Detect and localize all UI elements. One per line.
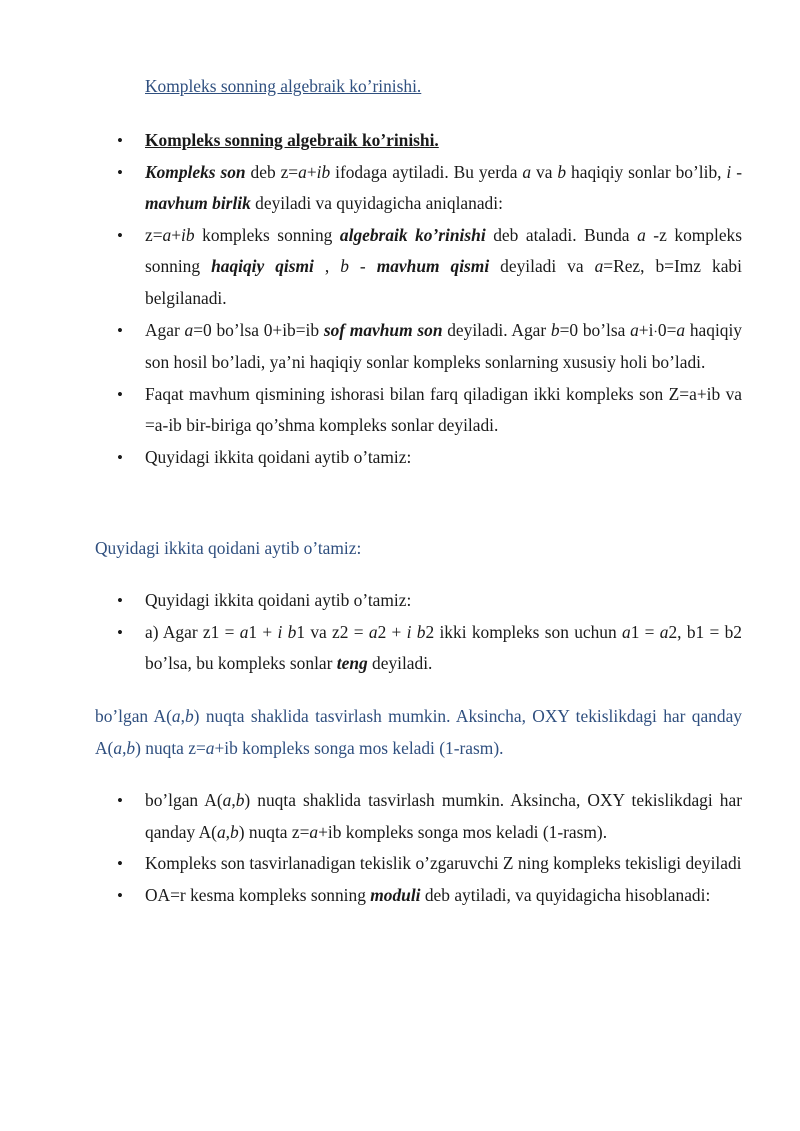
var: a	[522, 161, 532, 182]
list-item	[145, 315, 742, 379]
list-item	[145, 617, 742, 680]
list-item	[145, 125, 742, 157]
text: ifodaga aytiladi. Bu yerda	[330, 161, 523, 182]
text: ,	[231, 790, 236, 810]
var: a	[239, 621, 249, 642]
text: haqiqiy son hosil bo’ladi, ya’ni haqiqiy sonlar kompleks sonlarning xususiy holi bo’ladi.	[145, 319, 742, 373]
var: b	[557, 161, 567, 182]
var: a	[216, 821, 226, 842]
text: 1 =	[630, 621, 660, 642]
text: 2, b1 = b2 bo’lsa, bu kompleks sonlar	[145, 621, 742, 674]
text: -	[731, 161, 742, 182]
text: 1 +	[248, 621, 278, 642]
var: b	[126, 737, 136, 758]
bullet-list-2	[145, 585, 742, 680]
section-heading: Quyidagi ikkita qoidani aytib o’tamiz:	[95, 538, 362, 558]
text: +	[306, 161, 317, 182]
list-item	[145, 848, 742, 880]
text: 1 va z2 =	[296, 621, 369, 642]
var: a	[637, 224, 646, 245]
var: b	[550, 319, 560, 340]
var: a	[621, 621, 631, 642]
text: 2 +	[377, 621, 407, 642]
paragraph	[95, 701, 742, 764]
text: ) nuqta z=	[135, 737, 206, 758]
term: sof mavhum son	[323, 319, 443, 340]
list-item	[145, 785, 742, 848]
var: a	[659, 621, 669, 642]
var: b	[230, 821, 239, 842]
text: a) Agar z1 =	[145, 621, 240, 642]
text: =0 bo’lsa	[559, 319, 631, 340]
list-item	[145, 585, 742, 617]
text: +ib kompleks songa mos keladi (1-rasm).	[318, 821, 608, 842]
text: Faqat mavhum qismining ishorasi bilan farq qiladigan ikki kompleks son Z=a+ib va =a-ib bir-biriga qo’shma kompleks sonlar deyiladi.	[145, 383, 742, 436]
var: b	[235, 790, 245, 810]
term: haqiqiy qismi	[211, 256, 314, 277]
text: ,	[225, 821, 231, 842]
text: OA=r kesma kompleks sonning	[145, 884, 371, 905]
text: ) nuqta z=	[238, 821, 310, 842]
list-item	[145, 880, 742, 912]
var: ib	[181, 224, 195, 245]
var: a	[205, 737, 215, 758]
text: +i	[638, 319, 654, 340]
bullet-list-3	[145, 785, 742, 911]
text: haqiqiy sonlar bo’lib,	[566, 161, 727, 182]
var: a	[113, 737, 123, 758]
var: a	[171, 706, 181, 726]
var: a	[630, 319, 639, 340]
text: =0 bo’lsa 0+ib=ib	[193, 319, 324, 340]
text: bo’lgan A(	[95, 706, 172, 726]
list-item	[145, 220, 742, 315]
bullet-list-1	[145, 125, 742, 474]
text: Quyidagi ikkita qoidani aytib o’tamiz:	[145, 590, 412, 610]
var: a	[676, 319, 686, 340]
var: a	[594, 256, 604, 277]
term: Kompleks son	[145, 161, 246, 182]
text: deb ataladi. Bunda	[485, 224, 638, 245]
text: bo’lgan A(	[145, 790, 223, 810]
var: a	[309, 821, 319, 842]
list-item	[145, 157, 742, 220]
text: ,	[313, 256, 341, 277]
term: mavhum qismi	[376, 256, 490, 277]
text: -z kompleks sonning	[145, 224, 742, 277]
var: i	[726, 161, 732, 182]
text: Agar	[145, 319, 185, 340]
text: ) nuqta shaklida tasvirlash mumkin. Aksincha, OXY tekislikdagi har qanday A(	[95, 706, 742, 758]
text: deyiladi.	[367, 653, 433, 674]
text: =Rez, b=Imz kabi belgilanadi.	[145, 256, 742, 308]
term: mavhum birlik	[145, 193, 251, 214]
dot-operator: ⋅	[653, 323, 658, 339]
text: va	[531, 161, 558, 182]
var: a	[222, 790, 232, 810]
text: -	[348, 256, 377, 277]
text: deb aytiladi, va quyidagicha hisoblanadi:	[420, 884, 711, 905]
list-item	[145, 442, 742, 474]
text: deb z=	[245, 161, 299, 182]
section-title: Kompleks sonning algebraik ko’rinishi.	[145, 130, 439, 150]
text: ,	[180, 706, 185, 726]
text: deyiladi va	[489, 256, 595, 277]
var: a	[162, 224, 172, 245]
var: a	[184, 319, 194, 340]
text: 0=	[657, 319, 677, 340]
toc-link[interactable]: Kompleks sonning algebraik ko’rinishi.	[145, 76, 422, 96]
term: algebraik ko’rinishi	[339, 224, 486, 245]
text: deyiladi. Agar	[442, 319, 551, 340]
list-item	[145, 379, 742, 442]
var: i b	[406, 621, 426, 642]
text: +ib kompleks songa mos keladi (1-rasm).	[214, 737, 504, 758]
text: 2 ikki kompleks son uchun	[425, 621, 622, 642]
var: a	[298, 161, 307, 182]
text: Quyidagi ikkita qoidani aytib o’tamiz:	[145, 446, 412, 467]
text: kompleks sonning	[194, 224, 340, 245]
text: Kompleks son tasvirlanadigan tekislik o’zgaruvchi Z ning kompleks tekisligi deyiladi	[145, 853, 742, 874]
term: teng	[336, 653, 368, 674]
var: b	[184, 706, 194, 726]
var: a	[368, 621, 378, 642]
text: z=	[145, 224, 163, 245]
var: b	[340, 256, 349, 277]
text: +	[171, 224, 182, 245]
text: ) nuqta shaklida tasvirlash mumkin. Aksincha, OXY tekislikdagi har qanday A(	[145, 790, 742, 842]
term: moduli	[370, 884, 421, 905]
var: ib	[316, 161, 331, 182]
var: i b	[277, 621, 297, 642]
text: deyiladi va quyidagicha aniqlanadi:	[250, 193, 503, 214]
text: ,	[122, 737, 127, 758]
